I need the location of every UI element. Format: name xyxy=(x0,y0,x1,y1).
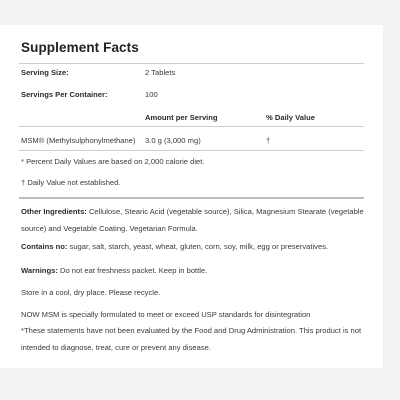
warnings-text: Do not eat freshness packet. Keep in bottle. xyxy=(57,266,208,275)
supplement-facts-panel xyxy=(0,25,383,368)
daily-value-header: % Daily Value xyxy=(266,113,315,122)
ingredient-amount: 3.0 g (3,000 mg) xyxy=(145,136,201,145)
contains-no-text: sugar, salt, starch, yeast, wheat, gluten, corn, soy, milk, egg or preservatives. xyxy=(67,242,329,251)
footnote-dagger: † Daily Value not established. xyxy=(21,178,121,187)
divider xyxy=(19,63,364,64)
divider xyxy=(19,197,364,199)
contains-no-label: Contains no: xyxy=(21,242,68,251)
ingredient-daily-value: † xyxy=(266,136,271,145)
warnings-paragraph xyxy=(21,262,366,279)
usp-note: NOW MSM is specially formulated to meet or exceed USP standards for disintegration xyxy=(21,310,311,319)
storage-note: Store in a cool, dry place. Please recycle. xyxy=(21,288,161,297)
divider xyxy=(19,150,364,151)
servings-per-container-label: Servings Per Container: xyxy=(21,90,108,99)
divider xyxy=(19,126,364,127)
other-ingredients-paragraph xyxy=(21,203,366,237)
contains-no-paragraph xyxy=(21,238,366,255)
amount-per-serving-header: Amount per Serving xyxy=(145,113,218,122)
servings-per-container-value: 100 xyxy=(145,90,158,99)
panel-title: Supplement Facts xyxy=(21,40,139,55)
fda-disclaimer: *These statements have not been evaluated by the Food and Drug Administration. This product is not intended to diagnose, treat, cure or prevent any disease. xyxy=(21,326,362,352)
warnings-label: Warnings: xyxy=(21,266,58,275)
footnote-percent-dv: * Percent Daily Values are based on 2,000 calorie diet. xyxy=(21,157,205,166)
other-ingredients-label: Other Ingredients: xyxy=(21,207,87,216)
other-ingredients-text: Cellulose, Stearic Acid (vegetable source), Silica, Magnesium Stearate (vegetable source) and Vegetable Coating. Vegetarian Formula. xyxy=(21,207,364,233)
serving-size-value: 2 Tablets xyxy=(145,68,176,77)
ingredient-name: MSM® (Methylsulphonylmethane) xyxy=(21,136,136,145)
serving-size-label: Serving Size: xyxy=(21,68,69,77)
